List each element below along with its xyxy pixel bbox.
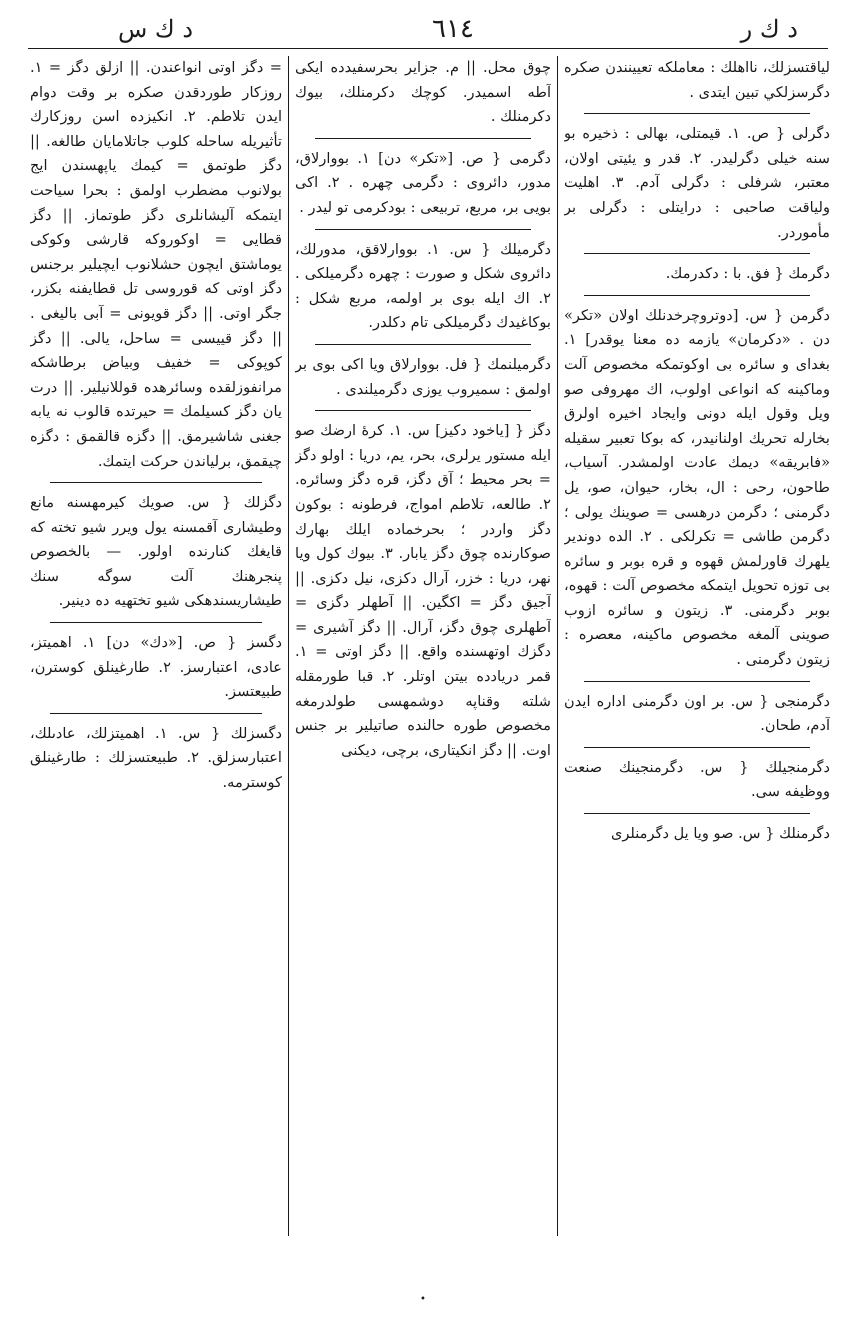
page-header bbox=[28, 14, 828, 49]
page-number: ٦١٤ bbox=[432, 14, 474, 44]
entry-text: لياقتسزلك، نااهلك : معاملكه تعيينندن صكره دگرسزلكي تبين ايتدى . bbox=[564, 59, 830, 101]
column-right bbox=[564, 56, 830, 1236]
column-left bbox=[30, 56, 282, 1236]
entry-divider bbox=[315, 138, 531, 139]
entry-degirmenlik: دگرمنلك { س. صو ويا يل دگرمنلرى bbox=[610, 825, 830, 843]
entry-degsizlik: دگسزلك { س. ١. اهميتزلك، عادىلك، اعتبارسزلق. ٢. طبيعتسزلك : طارغينلق كوسترمه. bbox=[30, 724, 282, 792]
entry-text: = دگز اوتى انواعندن. || ازلق دگز = ١. روزكار طوردقدن صكره بر وقت دوام ايدن تلاطم. ٢. انكيزده اسن روزكارك تأثيريله ساحله كلوب جاتلامايان طالغه. || دگز طوتمق = كيمك ياپهسندن ايج بولانوب مضطرب اولمق : بحرا سياحت ايتمكه آليشانلرى دگز طوتماز. || دگز قطايى = اوكوروكه قارشى وكوكى يوماشتق ايچون حشلانوب ايچيلير برجنس دگز اوتى كه قوروسى تل قطايفنه بكزر، جگر اوتى. || دگز قويونى = آبى باليغى . || دگز قييسى = ساحل، يالى. || دگز كوپوكى = خفيف وبياض برطاشكه مرانفوزلقده وسائرهده قوللانيلير. || درت يان دگز كسيلمك = حيرتده قالوب نه يابه جغنى شاشيرمق. || دگزه قالقمق : دگزه چيقمق، برلياندن حركت ايتمك. bbox=[30, 59, 282, 470]
entry-divider bbox=[584, 253, 810, 254]
entry-degirmilik: دگرميلك { س. ١. بووارلاقق، مدورلك، دائروى شكل و صورت : چهره دگرميلكى . ٢. اك ايله بوى بر اولمه، مربع شكل : بوكاغيدك دگرميلكى تام دكلدر. bbox=[295, 240, 551, 332]
dictionary-columns bbox=[30, 56, 830, 1236]
entry-degsiz: دگسز { ص. [«دك» دن] ١. اهميتز، عادى، اعتبارسز. ٢. طارغينلق كوسترن، طبيعتسز. bbox=[30, 634, 282, 701]
entry-divider bbox=[315, 410, 531, 411]
column-divider bbox=[557, 56, 558, 1236]
entry-degirmilenmek: دگرميلنمك { فل. بووارلاق ويا اكى بوى بر اولمق : سميروب يوزى دگرميلندى . bbox=[295, 355, 551, 398]
entry-degirmen: دگرمن { س. [دوتروچرخدنلك اولان «تكر» دن . «دكرمان» يازمه ده معنا يوقدر] ١. بغداى و سائره بى اوكوتمكه مخصوص آلت وماكينه كه انواعى اولوب، اك مهروفى صو ويل وقول ايله دونى وايجاد اخيره اولرق بخارله تحريك اولنانيدر، كه بوكا تعبير سقيله «فابريقه» ديمك عادت اولمشدر. آسياب، طاحون، رحى : ال، بخار، حيوان، صو، يل دگرمنى ؛ دگرمن درهسى = صوينك يولى ؛ دگرمن طاشى = تكرلكى . ٢. الده دوندير يلهرك قاورلمش قهوه و قره بوبر و سائره بى توزه تحويل ايتمكه مخصوص آلت : قهوه، بوبر دگرمنى. ٣. زيتون و سائره ازوب صوينى آلمغه مخصوص ماكينه، معصره : زيتون دگرمنى . bbox=[564, 306, 830, 669]
entry-divider bbox=[584, 747, 810, 748]
entry-divider bbox=[584, 681, 810, 682]
running-head-left: د ك س bbox=[118, 15, 194, 43]
entry-degirmencilik: دگرمنجيلك { س. دگرمنجينك صنعت ووظيفه سى. bbox=[564, 758, 830, 801]
column-divider bbox=[288, 56, 289, 1236]
entry-degermek: دگرمك { فق. با : دكدرمك. bbox=[665, 265, 830, 283]
entry-divider bbox=[50, 482, 262, 483]
entry-divider bbox=[50, 622, 262, 623]
entry-degirmenci: دگرمنجى { س. بر اون دگرمنى اداره ايدن آدم، طحان. bbox=[564, 692, 830, 735]
entry-denizlik: دگزلك { س. صويك كيرمهسنه مانع وطيشارى آقمسنه يول ويرر شيو تخته كه قايغك كنارنده اولور. — بالخصوص پنجرهنك آلت سوگه سنك طيشاريسندهكى شيو تختهيه ده دينير. bbox=[30, 494, 282, 610]
entry-divider bbox=[315, 229, 531, 230]
footer-mark: • bbox=[420, 1294, 426, 1305]
entry-deniz: دگز { [ياخود دكيز] س. ١. كرهٔ ارضك صو ايله مستور يرلرى، بحر، يم، دريا : اولو دگز = بحر محيط ؛ آق دگز، قره دگز وسائره. ٢. طالعه، تلاطم امواج، فرطونه : بوكون دگز واردر ؛ بحرخماده ايلك بهارك صوكارنده چوق دگز يابار. ٣. بيوك كول ويا نهر، دريا : خزر، آرال دكزى، نيل دكزى. || آجيق دگز = اكگين. || آطهلر دگزى = آطهلرى چوق دگز، آرال. || دگز آشيرى = دگزك اوتهسنده واقع. || دگز اوتى = ١. قمر دريادده بيتن اوتلر. ٢. قبا طورمقله شلته وقناپه دوشمهسى طولدرمغه مخصوص طوره حالنده صاتيلير بر جنس اوت. || دگز انكيتارى، برچى، ديكنى bbox=[295, 422, 551, 759]
entry-degirmi: دگرمى { ص. [«تكر» دن] ١. بووارلاق، مدور، دائروى : دگرمى چهره . ٢. اكى بويى بر، مربع، تربيعى : بودكرمى تو ليدر . bbox=[295, 149, 551, 216]
entry-degerli: دگرلى { ص. ١. قيمتلى، بهالى : ذخيره بو سنه خيلى دگرليدر. ٢. قدر و يئيتى اولان، معتبر، شرفلى : دگرلى آدم. ٣. اهليت ولياقت صاحبى : درايتلى : دگرلى بر مأموردر. bbox=[564, 125, 830, 241]
entry-divider bbox=[315, 344, 531, 345]
entry-divider bbox=[584, 113, 810, 114]
entry-text: چوق محل. || م. جزاير بحرسفيدده ايكى آطه اسميدر. كوچك دكرمنلك، بيوك دكرمنلك . bbox=[295, 59, 551, 126]
entry-divider bbox=[50, 713, 262, 714]
entry-divider bbox=[584, 813, 810, 814]
running-head-right: د ك ر bbox=[740, 15, 798, 43]
column-middle bbox=[295, 56, 551, 1236]
entry-divider bbox=[584, 295, 810, 296]
